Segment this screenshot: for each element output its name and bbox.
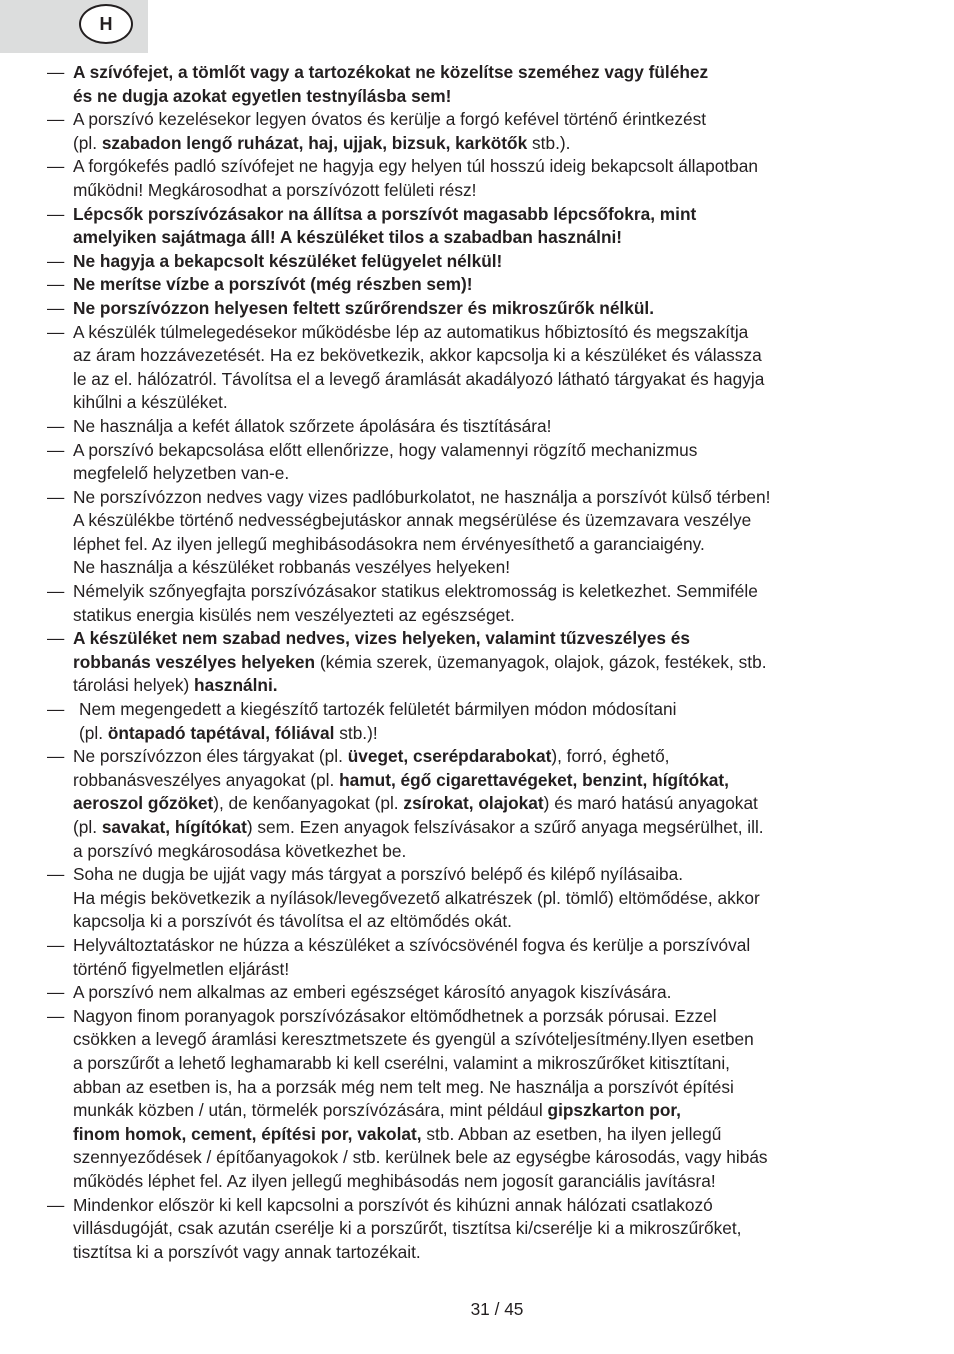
text: a porszívó megkárosodása következhet be. [73, 840, 407, 861]
dash-bullet: — [47, 699, 65, 720]
text: működni! Megkárosodhat a porszívózott felületi rész! [73, 179, 477, 200]
instruction-item [47, 486, 907, 580]
instruction-item [47, 934, 907, 981]
instruction-line [73, 934, 907, 958]
language-code: H [99, 13, 113, 34]
text: (pl. [73, 132, 102, 153]
instruction-item [47, 61, 907, 108]
language-code-badge [79, 4, 133, 44]
text: A porszívó kezelésekor legyen óvatos és kerülje a forgó kefével történő érintkezést [73, 109, 707, 130]
instruction-line [73, 1052, 907, 1076]
text: ) és maró hatású anyagokat [543, 793, 758, 814]
bold-text: Ne merítse vízbe a porszívót (még részben sem)! [73, 274, 473, 295]
text: Ha mégis bekövetkezik a nyílások/levegővezető alkatrészek (pl. tömlő) eltömődése, akkor [73, 887, 760, 908]
instruction-line [73, 250, 907, 274]
bold-text: öntapadó tapétával, fóliával [107, 722, 335, 743]
text: munkák közben / után, törmelék porszívózására, mint például [73, 1100, 548, 1121]
instruction-line [73, 203, 907, 227]
instruction-line [73, 415, 907, 439]
instruction-item [47, 297, 907, 321]
language-tab [0, 0, 148, 53]
bold-text: gipszkarton por, [547, 1100, 681, 1121]
bold-text: Ne hagyja a bekapcsolt készüléket felügyelet nélkül! [73, 250, 503, 271]
text: robbanásveszélyes anyagokat (pl. [73, 769, 340, 790]
text: tárolási helyek) [73, 675, 195, 696]
instruction-line [73, 1217, 907, 1241]
bold-text: savakat, hígítókat [101, 817, 247, 837]
instruction-line [73, 155, 907, 179]
instruction-item [47, 1005, 907, 1194]
dash-bullet: — [47, 864, 65, 885]
instruction-line [73, 533, 907, 557]
instruction-item [47, 439, 907, 486]
dash-bullet: — [47, 486, 65, 507]
text: (pl. [73, 817, 102, 837]
bold-text: zsírokat, olajokat [403, 793, 544, 814]
instruction-item [47, 580, 907, 627]
instruction-line [73, 297, 907, 321]
instruction-line [73, 1194, 907, 1218]
instruction-line [73, 486, 907, 510]
instruction-line [73, 509, 907, 533]
instruction-item [47, 981, 907, 1005]
dash-bullet: — [47, 415, 65, 436]
text: (kémia szerek, üzemanyagok, olajok, gázok, festékek, stb. [315, 651, 767, 672]
bold-text: A készüléket nem szabad nedves, vizes helyeken, valamint tűzveszélyes és [73, 628, 690, 649]
instruction-line [73, 792, 907, 816]
dash-bullet: — [47, 297, 65, 318]
instruction-line [73, 273, 907, 297]
dash-bullet: — [47, 109, 65, 130]
bold-text: Lépcsők porszívózásakor na állítsa a porszívót magasabb lépcsőfokra, mint [73, 203, 697, 224]
dash-bullet: — [47, 274, 65, 295]
instruction-line [73, 108, 907, 132]
dash-bullet: — [47, 321, 65, 342]
instruction-line [73, 61, 907, 85]
page-number: 31 / 45 [470, 1299, 524, 1319]
instruction-line [73, 887, 907, 911]
text: Nem megengedett a kiegészítő tartozék felületét bármilyen módon módosítani [79, 699, 677, 720]
text: történő figyelmetlen eljárást! [73, 958, 290, 979]
instruction-line [73, 627, 907, 651]
text: A porszívó bekapcsolása előtt ellenőrizze, hogy valamennyi rögzítő mechanizmus [73, 439, 698, 460]
bold-text: hamut, égő cigarettavégeket, benzint, hígítókat, [339, 769, 729, 790]
instruction-line [73, 1028, 907, 1052]
instruction-line [73, 1005, 907, 1029]
instruction-line [73, 816, 907, 840]
bold-text: Ne porszívózzon helyesen feltett szűrőrendszer és mikroszűrők nélkül. [73, 297, 655, 318]
dash-bullet: — [47, 628, 65, 649]
text: Ne használja a készüléket robbanás veszélyes helyeken! [73, 557, 511, 578]
instruction-line [73, 391, 907, 415]
dash-bullet: — [47, 746, 65, 767]
text: Soha ne dugja be ujját vagy más tárgyat a porszívó belépő és kilépő nyílásaiba. [73, 864, 684, 885]
instruction-item [47, 203, 907, 250]
instruction-line [73, 1099, 907, 1123]
bold-text: A szívófejet, a tömlőt vagy a tartozékokat ne közelítse szeméhez vagy füléhez [73, 62, 709, 82]
text: Ne porszívózzon nedves vagy vizes padlóburkolatot, ne használja a porszívót külső térben! [73, 486, 771, 507]
instruction-line [73, 556, 907, 580]
bold-text: amelyiken sajátmaga áll! A készüléket tilos a szabadban használni! [73, 227, 623, 248]
dash-bullet: — [47, 1194, 65, 1215]
instruction-line [73, 132, 907, 156]
instruction-item [47, 415, 907, 439]
instruction-line [73, 722, 907, 746]
text: A forgókefés padló szívófejet ne hagyja egy helyen túl hosszú ideig bekapcsolt állapotban [73, 156, 758, 177]
instruction-item [47, 698, 907, 745]
instruction-item [47, 273, 907, 297]
text: az áram hozzávezetését. Ha ez bekövetkezik, akkor kapcsolja ki a készüléket és válassza [73, 345, 762, 366]
dash-bullet: — [47, 62, 65, 82]
text: stb. Abban az esetben, ha ilyen jellegű [421, 1123, 722, 1144]
instruction-line [73, 85, 907, 109]
text: megfelelő helyzetben van-e. [73, 463, 290, 484]
instruction-item [47, 863, 907, 934]
text: tisztítsa ki a porszívót vagy annak tartozékait. [73, 1241, 421, 1262]
dash-bullet: — [47, 250, 65, 271]
instruction-line [73, 910, 907, 934]
instruction-line [73, 698, 907, 722]
instruction-line [73, 321, 907, 345]
dash-bullet: — [47, 156, 65, 177]
instruction-line [73, 1170, 907, 1194]
dash-bullet: — [47, 203, 65, 224]
instruction-line [73, 1146, 907, 1170]
instruction-line [73, 226, 907, 250]
instruction-item [47, 627, 907, 698]
text: A készülék túlmelegedésekor működésbe lép az automatikus hőbiztosító és megszakítja [73, 321, 749, 342]
instruction-item [47, 745, 907, 863]
text: Ne használja a kefét állatok szőrzete ápolására és tisztítására! [73, 415, 552, 436]
instruction-line [73, 179, 907, 203]
text: kapcsolja ki a porszívót és távolítsa el az eltömődés okát. [73, 911, 512, 932]
text: Ne porszívózzon éles tárgyakat (pl. [73, 746, 348, 767]
text: stb.)! [334, 722, 378, 743]
dash-bullet: — [47, 581, 65, 602]
text: abban az esetben is, ha a porzsák még nem telt meg. Ne használja a porszívót építési [73, 1076, 734, 1097]
instruction-item [47, 108, 907, 155]
text: (pl. [79, 722, 108, 743]
instruction-line [73, 439, 907, 463]
text: Helyváltoztatáskor ne húzza a készüléket a szívócsövénél fogva és kerülje a porszívóval [73, 934, 751, 955]
instruction-item [47, 250, 907, 274]
bold-text: használni. [194, 675, 278, 696]
bold-text: szabadon lengő ruházat, haj, ujjak, bizsuk, karkötők [101, 132, 528, 153]
text: ), forró, éghető, [551, 746, 670, 767]
instruction-line [73, 981, 907, 1005]
text: a porszűrőt a lehető leghamarabb ki kell cserélni, valamint a mikroszűrőket kitisztítani, [73, 1052, 730, 1073]
dash-bullet: — [47, 982, 65, 1003]
text: ), de kenőanyagokat (pl. [213, 793, 404, 814]
instruction-line [73, 745, 907, 769]
instruction-line [73, 368, 907, 392]
safety-instructions-list [47, 61, 907, 1264]
instruction-line [73, 1076, 907, 1100]
instruction-line [73, 674, 907, 698]
dash-bullet: — [47, 439, 65, 460]
text: Nagyon finom poranyagok porszívózásakor eltömődhetnek a porzsák pórusai. Ezzel [73, 1005, 717, 1026]
instruction-line [73, 958, 907, 982]
instruction-line [73, 580, 907, 604]
dash-bullet: — [47, 934, 65, 955]
instruction-line [73, 1123, 907, 1147]
text: villásdugóját, csak azután cserélje ki a porszűrőt, tisztítsa ki/cserélje ki a mikroszűrőket, [73, 1218, 742, 1239]
bold-text: és ne dugja azokat egyetlen testnyílásba sem! [73, 85, 452, 106]
text: kihűlni a készüléket. [73, 392, 228, 413]
instruction-item [47, 1194, 907, 1265]
text: A készülékbe történő nedvességbejutáskor annak megsérülése és üzemzavara veszélye [73, 510, 752, 531]
instruction-item [47, 321, 907, 415]
text: Némelyik szőnyegfajta porszívózásakor statikus elektromosság is keletkezhet. Semmiféle [73, 581, 758, 602]
text: A porszívó nem alkalmas az emberi egészséget károsító anyagok kiszívására. [73, 982, 672, 1003]
bold-text: finom homok, cement, építési por, vakolat, [73, 1123, 422, 1144]
instruction-line [73, 604, 907, 628]
bold-text: aeroszol gőzöket [73, 793, 214, 814]
bold-text: robbanás veszélyes helyeken [73, 651, 316, 672]
instruction-line [73, 651, 907, 675]
text: működés léphet fel. Az ilyen jellegű meghibásodás nem jogosít garanciális javításra! [73, 1170, 716, 1191]
text: stb.). [527, 132, 571, 153]
text: le az el. hálózatról. Távolítsa el a levegő áramlását akadályozó látható tárgyakat és hagyja [73, 368, 765, 389]
instruction-line [73, 344, 907, 368]
instruction-line [73, 863, 907, 887]
dash-bullet: — [47, 1005, 65, 1026]
instruction-line [73, 462, 907, 486]
instruction-line [73, 769, 907, 793]
bold-text: üveget, cserépdarabokat [347, 746, 552, 767]
instruction-item [47, 155, 907, 202]
instruction-line [73, 840, 907, 864]
text: Mindenkor először ki kell kapcsolni a porszívót és kihúzni annak hálózati csatlakozó [73, 1194, 713, 1215]
text: szennyeződések / építőanyagokok / stb. kerülnek bele az egységbe károsodás, vagy hibás [73, 1147, 768, 1168]
text: ) sem. Ezen anyagok felszívásakor a szűrő anyaga megsérülhet, ill. [246, 817, 764, 837]
text: léphet fel. Az ilyen jellegű meghibásodásokra nem érvényesíthető a garanciaigény. [73, 533, 705, 554]
text: statikus energia kisülés nem veszélyezteti az egészséget. [73, 604, 515, 625]
instruction-line [73, 1241, 907, 1265]
text: csökken a levegő áramlási keresztmetszete és gyengül a szívóteljesítmény.Ilyen esetben [73, 1029, 754, 1050]
